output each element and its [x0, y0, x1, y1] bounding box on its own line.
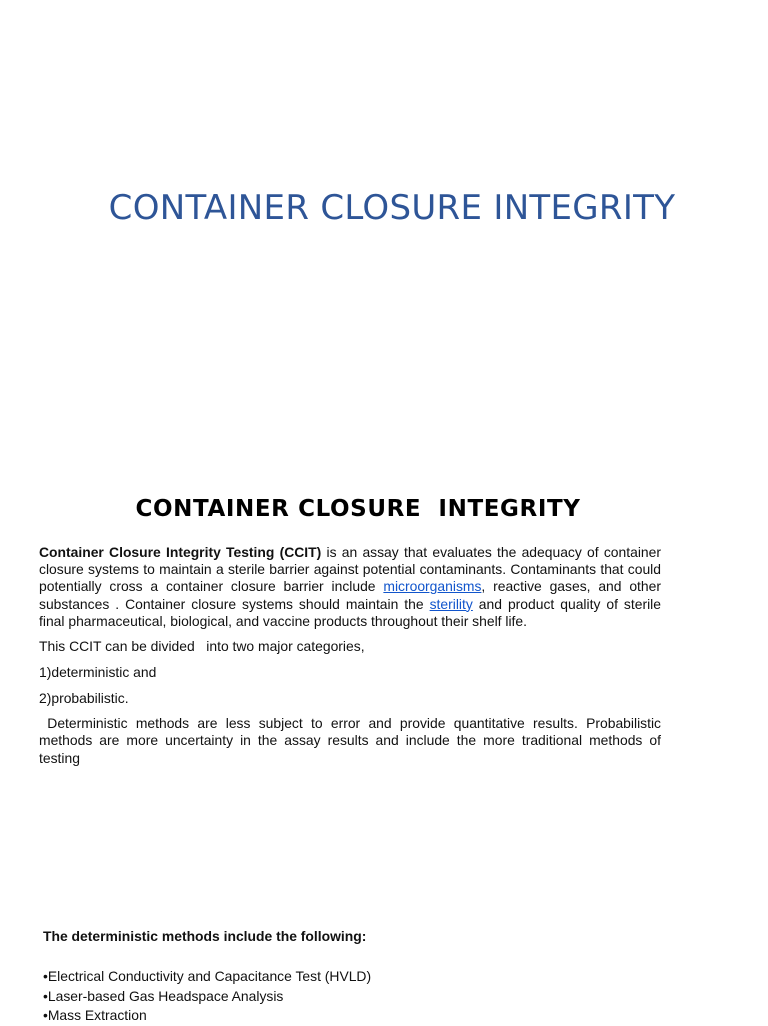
sterility-link[interactable]: sterility [429, 595, 473, 612]
section-heading: CONTAINER CLOSURE INTEGRITY [135, 496, 581, 522]
slide-title: CONTAINER CLOSURE INTEGRITY [108, 188, 676, 228]
intro-text-1: is an assay that evaluates the adequacy of container closure systems to maintain a sterile barrier against potential contaminants. Contaminants that could potentially cross a container closure barrier include [39, 544, 662, 595]
intro-text-2: , reactive gases, and other substances . Container closure systems should maintain the [39, 578, 661, 612]
list-item: •Electrical Conductivity and Capacitance Test (HVLD) [43, 968, 372, 984]
categories-intro: This CCIT can be divided into two major categories, [39, 638, 365, 655]
microorganisms-link[interactable]: microorganisms [383, 578, 482, 595]
methods-heading: The deterministic methods include the following: [43, 928, 367, 944]
methods-list [43, 967, 643, 1026]
body-text [39, 544, 665, 775]
list-item: •Mass Extraction [43, 1007, 147, 1023]
category-deterministic: 1)deterministic and [39, 664, 157, 680]
deterministic-methods [43, 927, 643, 1026]
intro-paragraph [39, 544, 661, 630]
comparison-paragraph: Deterministic methods are less subject to error and provide quantitative results. Probabilistic methods are more uncertainty in the assay results and include the more traditional methods of testing [39, 715, 665, 766]
category-probabilistic: 2)probabilistic. [39, 689, 129, 706]
intro-text-3: and product quality of sterile final pharmaceutical, biological, and vaccine products throughout their shelf life. [39, 595, 661, 629]
ccit-term: Container Closure Integrity Testing (CCIT) [39, 544, 322, 560]
list-item: •Laser-based Gas Headspace Analysis [43, 987, 284, 1004]
